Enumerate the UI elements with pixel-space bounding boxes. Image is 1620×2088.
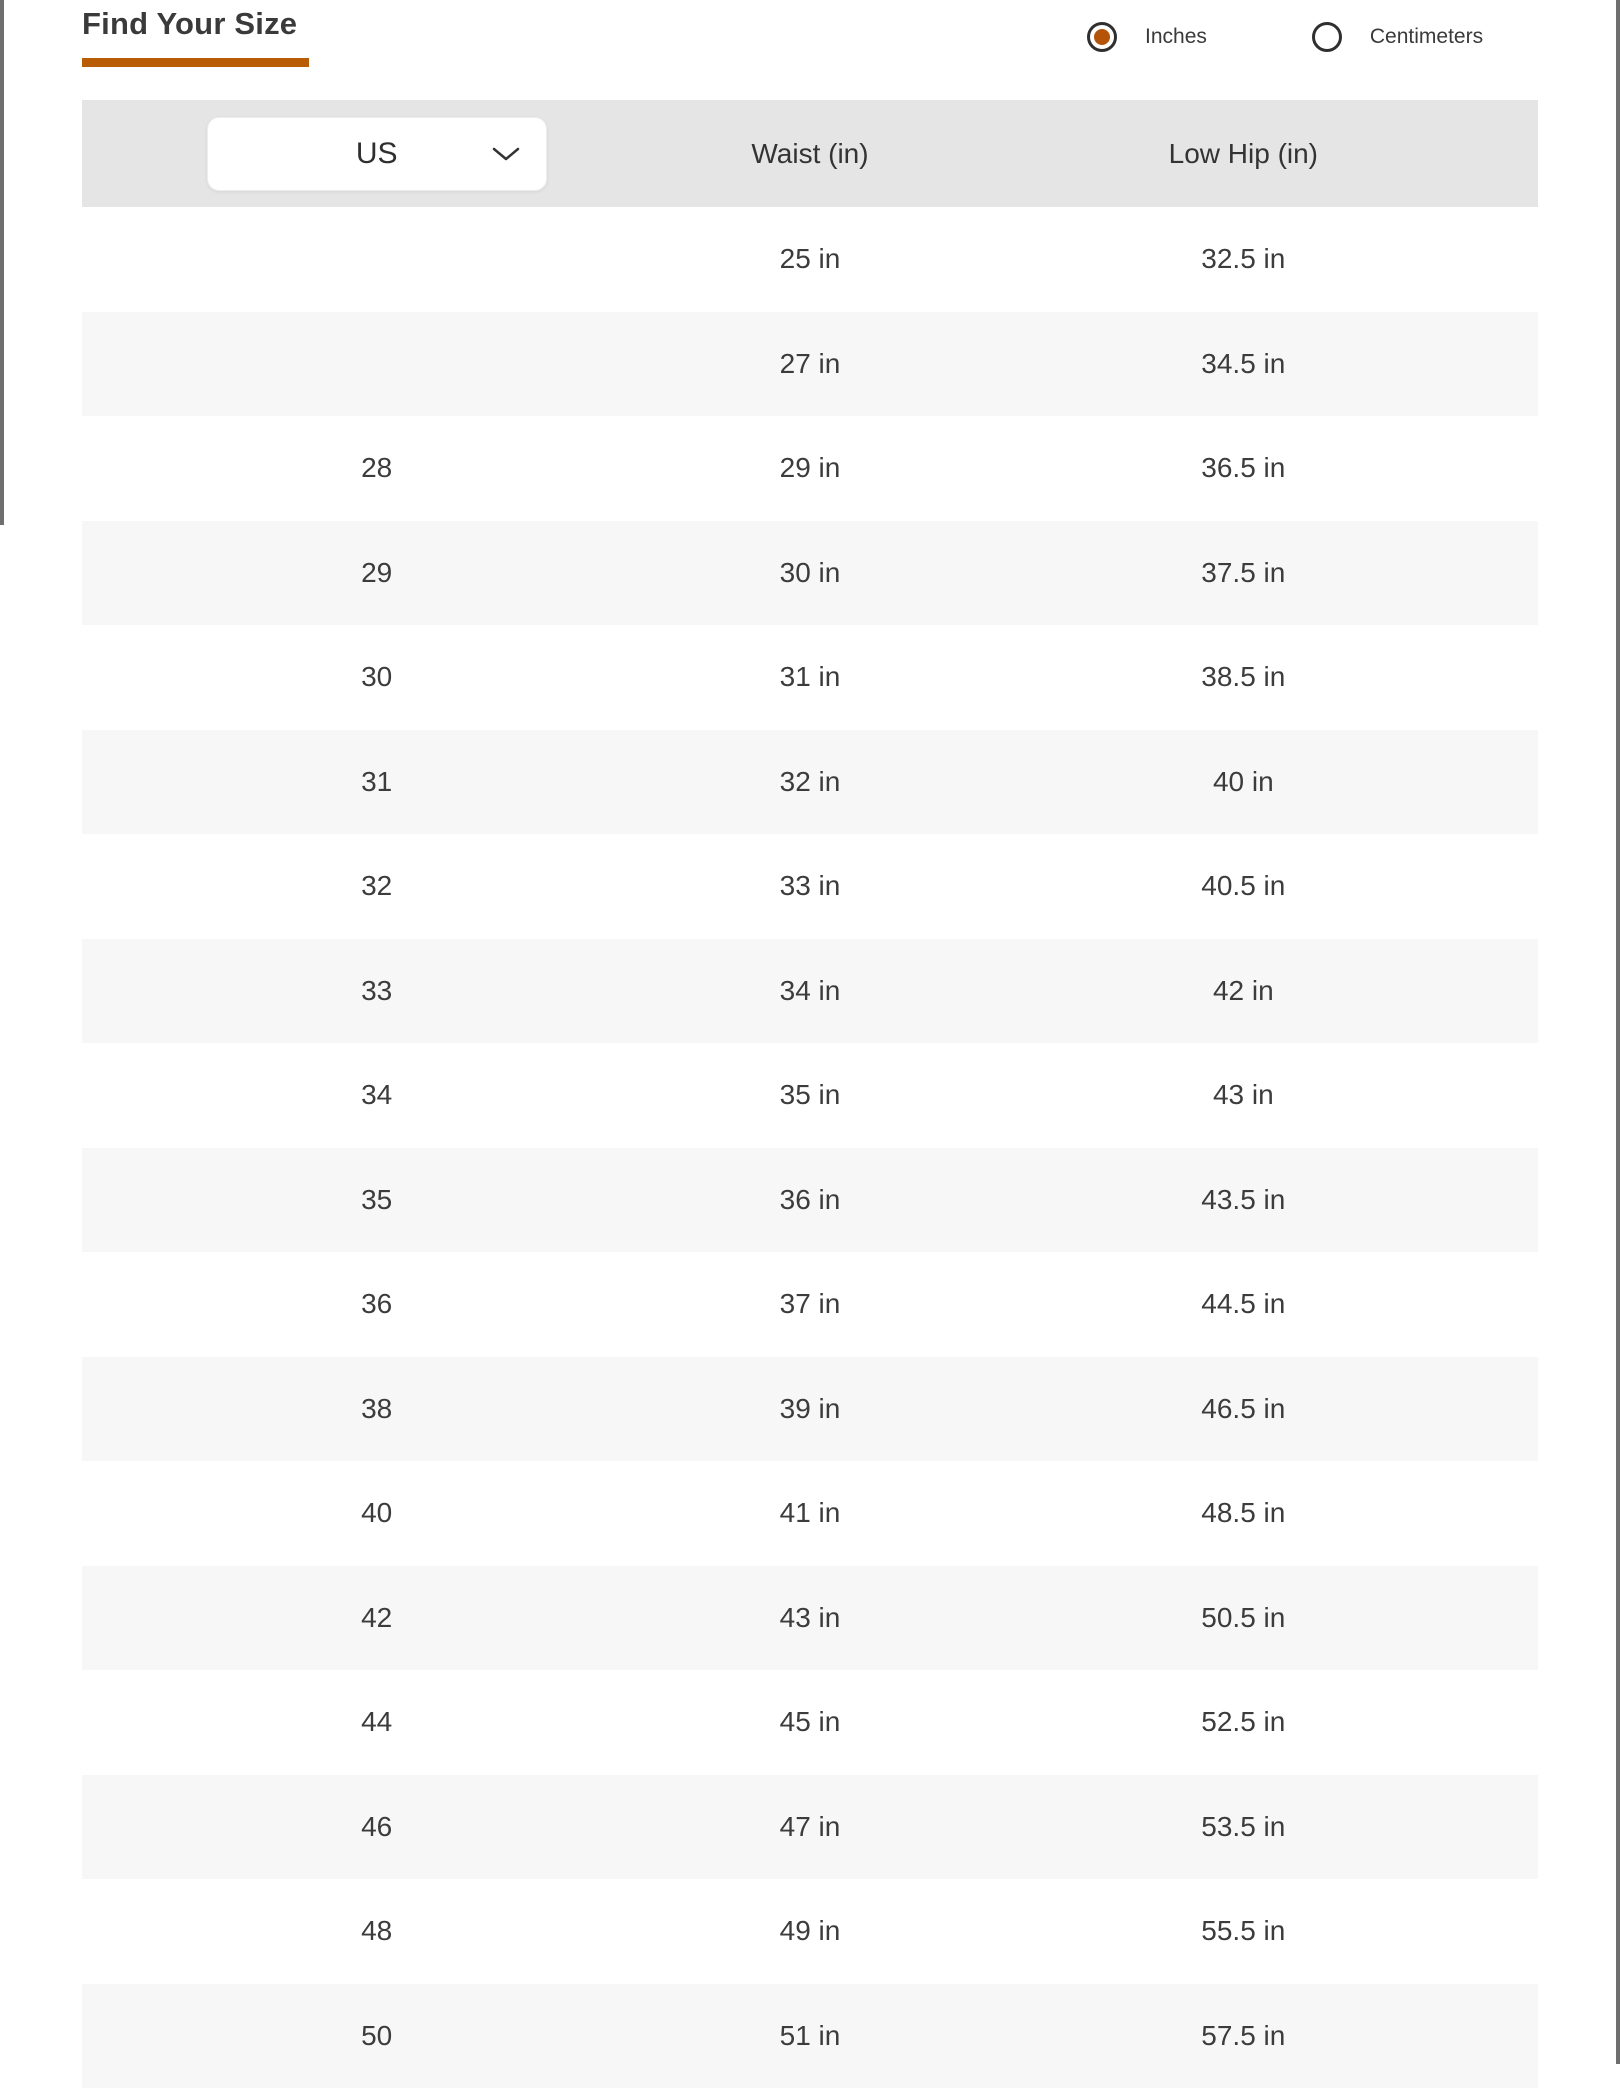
column-header-size-standard [160,117,593,191]
table-cell-low-hip: 55.5 in [1027,1915,1460,1947]
table-cell-us-size: 38 [160,1393,593,1425]
table-cell-us-size: 44 [160,1706,593,1738]
table-cell-low-hip: 44.5 in [1027,1288,1460,1320]
panel-right-edge [1616,0,1620,2064]
column-header-waist: Waist (in) [593,138,1026,170]
size-table-body [82,207,1538,2088]
table-cell-us-size: 48 [160,1915,593,1947]
table-row [82,1670,1538,1775]
table-cell-low-hip: 42 in [1027,975,1460,1007]
table-row [82,1148,1538,1253]
table-row [82,939,1538,1044]
table-row [82,521,1538,626]
table-row [82,1879,1538,1984]
size-table-header-row [82,100,1538,207]
size-standard-select[interactable] [207,117,547,191]
table-row [82,834,1538,939]
table-row [82,1775,1538,1880]
table-cell-us-size: 42 [160,1602,593,1634]
table-cell-low-hip: 48.5 in [1027,1497,1460,1529]
table-cell-waist: 30 in [593,557,1026,589]
table-cell-low-hip: 37.5 in [1027,557,1460,589]
table-cell-waist: 36 in [593,1184,1026,1216]
table-row [82,1984,1538,2088]
table-cell-low-hip: 38.5 in [1027,661,1460,693]
table-cell-low-hip: 46.5 in [1027,1393,1460,1425]
table-row [82,625,1538,730]
table-cell-waist: 41 in [593,1497,1026,1529]
table-cell-waist: 33 in [593,870,1026,902]
table-cell-low-hip: 50.5 in [1027,1602,1460,1634]
table-cell-waist: 25 in [593,243,1026,275]
radio-selected-icon [1087,22,1117,52]
table-cell-us-size: 31 [160,766,593,798]
radio-dot [1094,29,1110,45]
table-cell-low-hip: 43.5 in [1027,1184,1460,1216]
table-cell-us-size: 36 [160,1288,593,1320]
table-cell-low-hip: 32.5 in [1027,243,1460,275]
unit-option-centimeters[interactable] [1312,22,1483,52]
table-cell-low-hip: 36.5 in [1027,452,1460,484]
table-cell-waist: 51 in [593,2020,1026,2052]
table-cell-low-hip: 40.5 in [1027,870,1460,902]
table-row [82,1357,1538,1462]
table-cell-low-hip: 43 in [1027,1079,1460,1111]
table-cell-low-hip: 53.5 in [1027,1811,1460,1843]
table-cell-us-size: 50 [160,2020,593,2052]
column-header-low-hip: Low Hip (in) [1027,138,1460,170]
table-cell-us-size: 40 [160,1497,593,1529]
table-row [82,1461,1538,1566]
table-cell-waist: 43 in [593,1602,1026,1634]
table-cell-waist: 27 in [593,348,1026,380]
table-cell-waist: 47 in [593,1811,1026,1843]
table-cell-us-size: 34 [160,1079,593,1111]
table-row [82,730,1538,835]
table-cell-us-size: 28 [160,452,593,484]
table-cell-us-size: 46 [160,1811,593,1843]
page-title: Find Your Size [82,6,297,42]
table-cell-waist: 45 in [593,1706,1026,1738]
table-cell-us-size: 32 [160,870,593,902]
table-cell-waist: 39 in [593,1393,1026,1425]
table-cell-us-size: 29 [160,557,593,589]
table-cell-us-size: 30 [160,661,593,693]
title-accent-underline [82,58,309,67]
table-row [82,312,1538,417]
table-cell-us-size: 33 [160,975,593,1007]
table-row [82,1566,1538,1671]
table-cell-waist: 34 in [593,975,1026,1007]
table-cell-low-hip: 57.5 in [1027,2020,1460,2052]
size-table [82,100,1538,2088]
size-guide-header [0,0,1620,100]
table-row [82,416,1538,521]
unit-toggle-group [1087,22,1483,52]
table-cell-waist: 49 in [593,1915,1026,1947]
size-standard-selected-value: US [356,137,398,171]
radio-unselected-icon [1312,22,1342,52]
table-row [82,207,1538,312]
table-cell-low-hip: 34.5 in [1027,348,1460,380]
unit-option-label: Inches [1145,25,1207,49]
table-cell-low-hip: 40 in [1027,766,1460,798]
unit-option-inches[interactable] [1087,22,1207,52]
table-row [82,1252,1538,1357]
table-cell-low-hip: 52.5 in [1027,1706,1460,1738]
table-cell-waist: 31 in [593,661,1026,693]
table-row [82,1043,1538,1148]
table-cell-waist: 29 in [593,452,1026,484]
table-cell-waist: 37 in [593,1288,1026,1320]
table-cell-waist: 32 in [593,766,1026,798]
unit-option-label: Centimeters [1370,25,1483,49]
chevron-down-icon [492,147,520,161]
table-cell-waist: 35 in [593,1079,1026,1111]
table-cell-us-size: 35 [160,1184,593,1216]
